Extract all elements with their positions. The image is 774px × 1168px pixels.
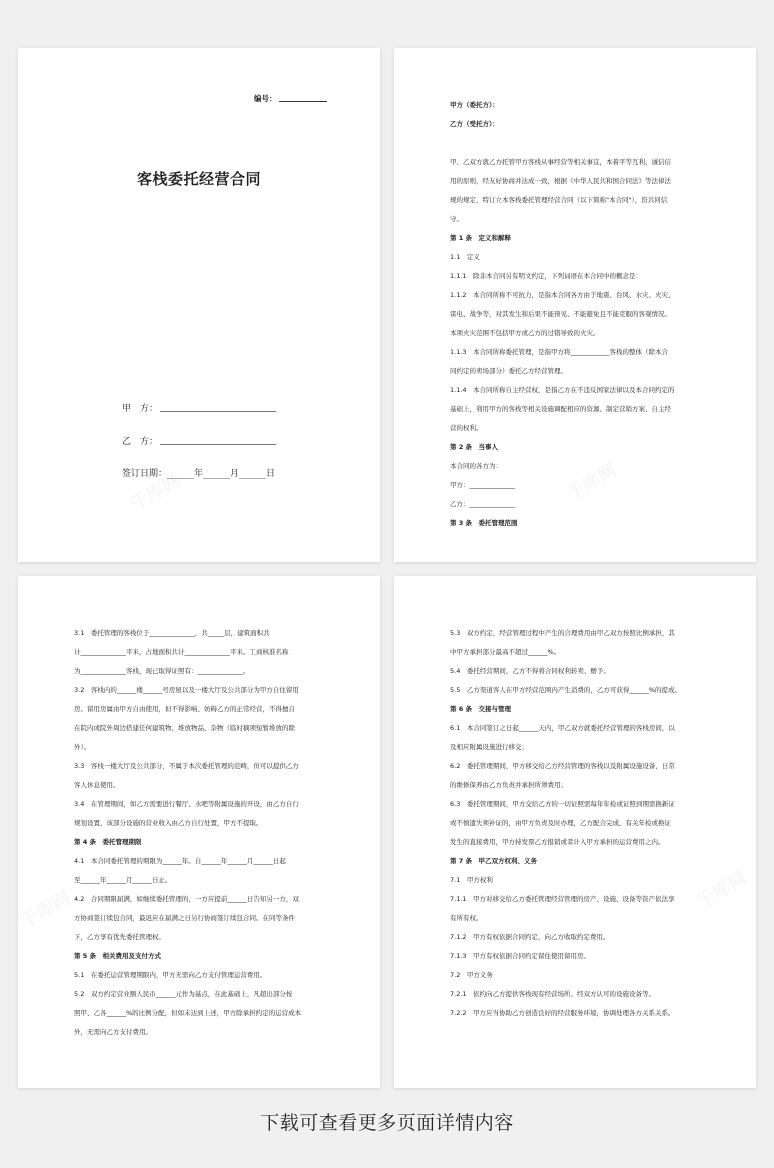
body-line: 1.1.2 本合同所称不可抗力，是指本合同各方由于地震、台风、水灾、火灾、 [450,291,675,299]
body-line: 6.2 委托管理期间，甲方移交给乙方经营管理的客栈以及附属设施设备，日常 [450,762,675,770]
body-line: 的维修保养由乙方负责并承担所须费用； [450,781,567,789]
body-line: 1.1.3 本合同所称委托管理，是指甲方将____________客栈的整体（除本合 [450,348,669,356]
body-line: 3.4 在管理期间，如乙方需要进行餐厅、水吧等附属设施的开设，由乙方自行 [74,800,299,808]
contract-number-field [279,101,327,102]
section-heading: 第 7 条 甲乙双方权利、义务 [450,857,538,865]
body-line: 3.1 委托管理的客栈位于______________，共_____层，建筑面积共 [74,629,270,637]
body-line: 营的权利。 [450,424,483,432]
body-line: 7.1.1 甲方对移交给乙方委托管理经营管理的房产、设施、设备等资产依法享 [450,895,675,903]
body-line: 7.2 甲方义务 [450,971,493,979]
body-line: 有所有权。 [450,914,483,922]
body-line: 7.1 甲方权利 [450,876,493,884]
body-line: 7.2.1 依约向乙方提供客栈现有经营场所、经双方认可的设施设备等。 [450,990,656,998]
sign-date: 签订日期：______年______月______日 [122,469,276,479]
page-2 [394,48,756,562]
body-line: 7.1.2 甲方有权依据合同约定，向乙方收取约定费用。 [450,933,610,941]
section-heading: 第 6 条 交接与管理 [450,705,512,713]
body-line: 外，无需向乙方支付费用。 [74,1028,152,1036]
body-line: 守。 [450,215,463,223]
body-line: 5.1 在委托运营管理期限内，甲方无需向乙方支付管理运营费用。 [74,971,267,979]
body-line: 6.1 本合同签订之日起______天内，甲乙双方就委托经营管理的客栈房间，以 [450,724,675,732]
watermark [15,884,75,934]
body-line: 4.1 本合同委托管理的期限为______年。自______年______月______日起 [74,857,286,865]
section-heading: 第 4 条 委托管理期限 [74,838,142,846]
page-4-body [450,624,700,1023]
section-heading: 第 3 条 委托管理范围 [450,519,518,527]
body-line: 在院内或院外周边搭建任何建筑物、堆放物品、杂物（临时摘项短暂堆放的除 [74,724,295,732]
body-line: 3.3 客栈一楼大厅及公共部分，不属于本次委托管理的范畴，但可以提供乙方 [74,762,299,770]
party-a-label: 甲 方： [122,404,159,414]
cover-page [18,48,380,562]
body-line: 5.5 乙方渠道客人在甲方经营范围内产生消费的，乙方可获得______%的提成。 [450,686,682,694]
body-line: 照甲、乙各______%的比例分配，但如未达到上述，甲方除承担约定的运营成本 [74,1009,302,1017]
body-line: 客人休息使用。 [74,781,120,789]
body-line [450,134,700,153]
body-line: 基础上，利用甲方的客栈等相关设施调配相应的资源、制定营销方案、自主经 [450,405,671,413]
body-line: 至______年______月______日止。 [74,876,172,884]
body-line: 规的规定，特订立本客栈委托管理经营合同（以下简称"本合同"），资共同信 [450,196,668,204]
body-line: 7.2.2 甲方应当协助乙方创造良好的经营服务环境，协调处理各方关系关系。 [450,1009,675,1017]
body-line: 4.2 合同期限届满，如继续委托管理的，一方应提前______日告知另一方，双 [74,895,299,903]
contract-number [254,93,327,104]
body-line: 方协商签订续包合同，最迟应在届满之日另行协商签订续包合同。在同等条件 [74,914,295,922]
section-heading: 甲方（委托方）： [450,101,499,109]
section-heading: 第 2 条 当事人 [450,443,499,451]
body-line: 为______________客栈，现已取得证照有：______________。 [74,667,250,675]
section-heading: 第 1 条 定义和解释 [450,234,512,242]
page-2-body [450,96,700,533]
body-line: 5.2 双方约定营业额人民币______元作为基点，在此基础上，凡超出部分按 [74,990,293,998]
section-heading: 第 5 条 相关费用及支付方式 [74,952,162,960]
body-line: 7.1.3 甲方有权依据合同约定留住使用留用房。 [450,952,591,960]
body-line: 5.4 委托经营期间，乙方不得将合同权利转卖、赠予。 [450,667,610,675]
body-line: 6.3 委托管理期间，甲方交给乙方的一切证照需每年年检或证照到期需换新证 [450,800,675,808]
body-line: 1.1 定义 [450,253,480,261]
contract-number-label: 编号： [254,94,277,103]
body-line: 甲、乙双方就乙方托管甲方客栈从事经营等相关事宜，本着平等互利、诚信信 [450,158,671,166]
body-line: 规划设置，该部分设施的营业收入由乙方自行处置，甲方不提取。 [74,819,263,827]
body-line: 或不慎遗失须补证的，由甲方负责及时办理，乙方配合完成，有关年检或换证 [450,819,671,827]
body-line: 雷电、战争等，对其发生和后果不能预见、不能避免且不能克服的客观情况。 [450,310,671,318]
party-b-field [160,444,276,445]
body-line: 下，乙方享有优先委托管理权。 [74,933,165,941]
body-line: 同约定的卖场部分）委托乙方经营管理。 [450,367,567,375]
body-line: 房。留用房属由甲方自由使用，但不得影响、妨碍乙方的正常经营，不得擅自 [74,705,295,713]
section-heading: 乙方（受托方）： [450,120,499,128]
body-line: 5.3 双方约定，经营管理过程中产生的合理费用由甲乙双方按照比例承担，其 [450,629,675,637]
body-line: 发生的直接费用，甲方持发票乙方报销或者计入甲方承担的运营费用之内。 [450,838,665,846]
body-line: 甲方：______________ [450,481,515,489]
body-line: 本项火灾范围不包括甲方或乙方的过错导致的火灾。 [450,329,600,337]
page-4 [394,576,756,1088]
body-line: 及相应附属设施进行移交； [450,743,528,751]
body-line: 1.1.1 除非本合同另有明文约定，下列词语在本合同中的概念是： [450,272,643,280]
party-b-line [122,434,276,447]
party-b-label: 乙 方： [122,437,159,447]
body-line: 外）。 [74,743,91,751]
body-line: 计______________平米，占地面积共计______________平米。工商核准名称 [74,648,289,656]
body-line: 中甲方承担部分最高不超过______%。 [450,648,561,656]
document-title: 客栈委托经营合同 [136,170,261,188]
body-line: 3.2 客栈内的______楼______号房屋以及一楼大厅及公共部分为甲方自住留用 [74,686,299,694]
download-prompt[interactable]: 下载可查看更多页面详情内容 [260,1112,514,1134]
party-a-line [122,401,276,414]
body-line: 乙方：______________ [450,500,515,508]
watermark [691,864,751,914]
body-line: 用的原则，经友好协商并达成一致，根据《中华人民共和国合同法》等法律法 [450,177,671,185]
party-a-field [160,411,276,412]
page-3-body [74,624,324,1042]
body-line: 本合同的各方为： [450,462,502,470]
body-line: 1.1.4 本合同所称自主经营权，是指乙方在不违反国家法律以及本合同约定的 [450,386,675,394]
page-3 [18,576,380,1088]
